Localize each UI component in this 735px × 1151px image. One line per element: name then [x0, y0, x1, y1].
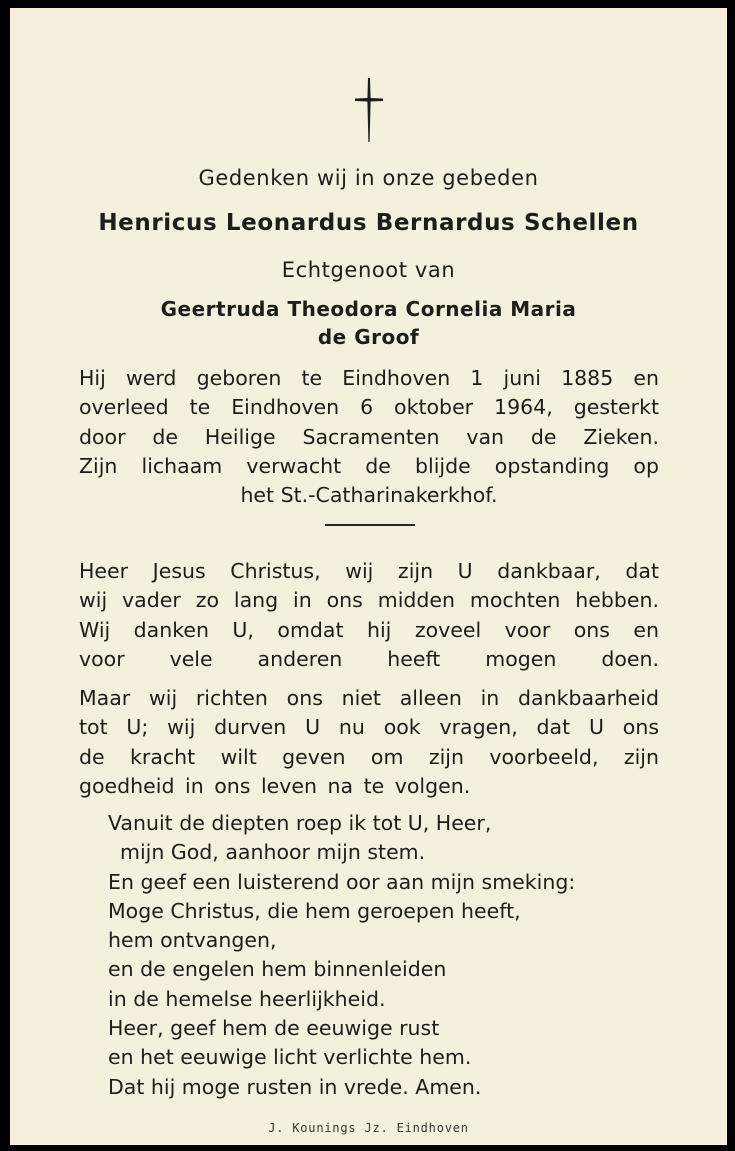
biography-line: het St.-Catharinakerkhof. — [240, 483, 498, 508]
psalm-line: mijn God, aanhoor mijn stem. — [120, 840, 426, 865]
psalm-line: Moge Christus, die hem geroepen heeft, — [108, 898, 521, 923]
deceased-name: Henricus Leonardus Bernardus Schellen — [98, 210, 639, 236]
prayer-line: goedheid in ons leven na te volgen. — [79, 773, 471, 798]
psalm-line: in de hemelse heerlijkheid. — [108, 986, 386, 1011]
spouse-name-line-2: de Groof — [317, 325, 420, 349]
prayer-line: voor vele anderen heeft mogen doen. — [79, 646, 659, 671]
prayer-line: de kracht wilt geven om zijn voorbeeld, zijn — [79, 744, 659, 769]
biography-line: Hij werd geboren te Eindhoven 1 juni 1885 en — [79, 366, 659, 390]
psalm-line: en het eeuwige licht verlichte hem. — [108, 1045, 472, 1070]
prayer-line: Heer Jesus Christus, wij zijn U dankbaar, dat — [79, 559, 659, 583]
psalm-verse — [108, 809, 648, 1102]
spouse-name-line-1: Geertruda Theodora Cornelia Maria — [160, 297, 577, 321]
divider-rule — [325, 524, 415, 526]
psalm-line: hem ontvangen, — [108, 928, 277, 953]
prayer-line: tot U; wij durven U nu ook vragen, dat U ons — [79, 715, 659, 740]
prayer-line: Maar wij richten ons niet alleen in dankbaarheid — [79, 686, 659, 710]
biography-line: door de Heilige Sacramenten van de Zieken. — [79, 424, 659, 449]
prayer-paragraph-2 — [79, 684, 659, 801]
prayer-paragraph-1 — [79, 557, 659, 674]
psalm-line: Vanuit de diepten roep ik tot U, Heer, — [108, 811, 492, 835]
intro-text: Gedenken wij in onze gebeden — [198, 166, 539, 190]
prayer-line: wij vader zo lang in ons midden mochten hebben. — [79, 588, 659, 613]
spouse-label: Echtgenoot van — [281, 258, 456, 282]
prayer-line: Wij danken U, omdat hij zoveel voor ons en — [79, 617, 659, 642]
psalm-line: Heer, geef hem de eeuwige rust — [108, 1016, 440, 1041]
biography-paragraph — [79, 364, 659, 510]
biography-line: overleed te Eindhoven 6 oktober 1964, gesterkt — [79, 395, 659, 420]
printer-imprint: J. Kounings Jz. Eindhoven — [268, 1121, 469, 1135]
cross-icon — [349, 76, 389, 146]
psalm-line: En geef een luisterend oor aan mijn smeking: — [108, 869, 576, 894]
memorial-card — [10, 8, 727, 1145]
psalm-line: Dat hij moge rusten in vrede. Amen. — [108, 1074, 482, 1099]
psalm-line: en de engelen hem binnenleiden — [108, 957, 447, 982]
biography-line: Zijn lichaam verwacht de blijde opstanding op — [79, 453, 659, 478]
